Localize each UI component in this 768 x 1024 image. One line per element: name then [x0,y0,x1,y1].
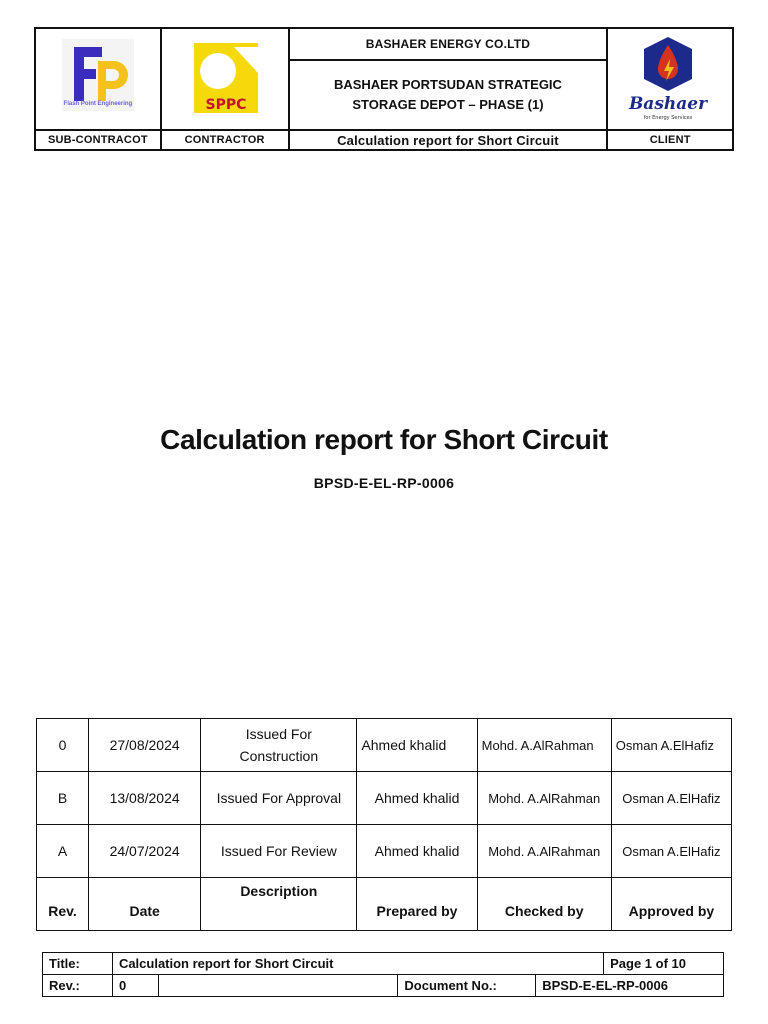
bashaer-wordmark: Bashaer [629,94,708,114]
footer-doc-no-value: BPSD-E-EL-RP-0006 [536,975,724,997]
client-logo-cell [607,28,733,130]
footer-rev-value: 0 [112,975,158,997]
sub-contractor-logo-cell [35,28,161,130]
company-name: BASHAER ENERGY CO.LTD [289,28,608,60]
project-name [289,60,608,130]
prepared-by-cell: Ahmed khalid [357,772,477,825]
header-report-title: Calculation report for Short Circuit [289,130,608,150]
client-label: CLIENT [607,130,733,150]
document-title: Calculation report for Short Circuit [160,424,608,455]
date-cell: 27/08/2024 [89,719,201,772]
footer-table [42,952,724,997]
sub-contractor-label: SUB-CONTRACOT [35,130,161,150]
prepared-by-cell: Ahmed khalid [357,825,477,878]
date-cell: 13/08/2024 [89,772,201,825]
header-block [34,27,734,151]
footer-blank [158,975,398,997]
checked-by-cell: Mohd. A.AlRahman [477,825,611,878]
revision-table [36,718,732,931]
revision-row [37,719,732,772]
description-cell: Issued For Construction [201,719,357,772]
bashaer-logo [628,35,708,125]
footer-title-value: Calculation report for Short Circuit [112,953,603,975]
rev-cell: 0 [37,719,89,772]
description-cell: Issued For Approval [201,772,357,825]
footer-rev-label: Rev.: [43,975,113,997]
prepared-by-header: Prepared by [357,878,477,931]
checked-by-cell: Mohd. A.AlRahman [477,772,611,825]
sppc-wordmark: SPPC [205,97,247,113]
document-code: BPSD-E-EL-RP-0006 [313,475,455,491]
approved-by-cell: Osman A.ElHafiz [611,772,731,825]
checked-by-cell: Mohd. A.AlRahman [477,719,611,772]
project-line-2: STORAGE DEPOT – PHASE (1) [352,96,544,112]
date-header: Date [89,878,201,931]
contractor-label: CONTRACTOR [161,130,289,150]
rev-header: Rev. [37,878,89,931]
footer-doc-no-label: Document No.: [398,975,536,997]
footer-title-label: Title: [43,953,113,975]
revision-row [37,825,732,878]
sppc-logo [194,43,258,113]
description-cell: Issued For Review [201,825,357,878]
project-line-1: BASHAER PORTSUDAN STRATEGIC [333,76,562,92]
date-cell: 24/07/2024 [89,825,201,878]
revision-header-row [37,878,732,931]
bashaer-tagline: for Energy Services [644,115,693,121]
checked-by-header: Checked by [477,878,611,931]
flash-point-caption: Flash Point Engineering [63,101,133,107]
footer-page: Page 1 of 10 [604,953,724,975]
approved-by-cell: Osman A.ElHafiz [611,719,731,772]
approved-by-cell: Osman A.ElHafiz [611,825,731,878]
rev-cell: B [37,772,89,825]
description-header: Description [201,878,357,931]
contractor-logo-cell [161,28,289,130]
prepared-by-cell: Ahmed khalid [357,719,477,772]
revision-row [37,772,732,825]
rev-cell: A [37,825,89,878]
approved-by-header: Approved by [611,878,731,931]
